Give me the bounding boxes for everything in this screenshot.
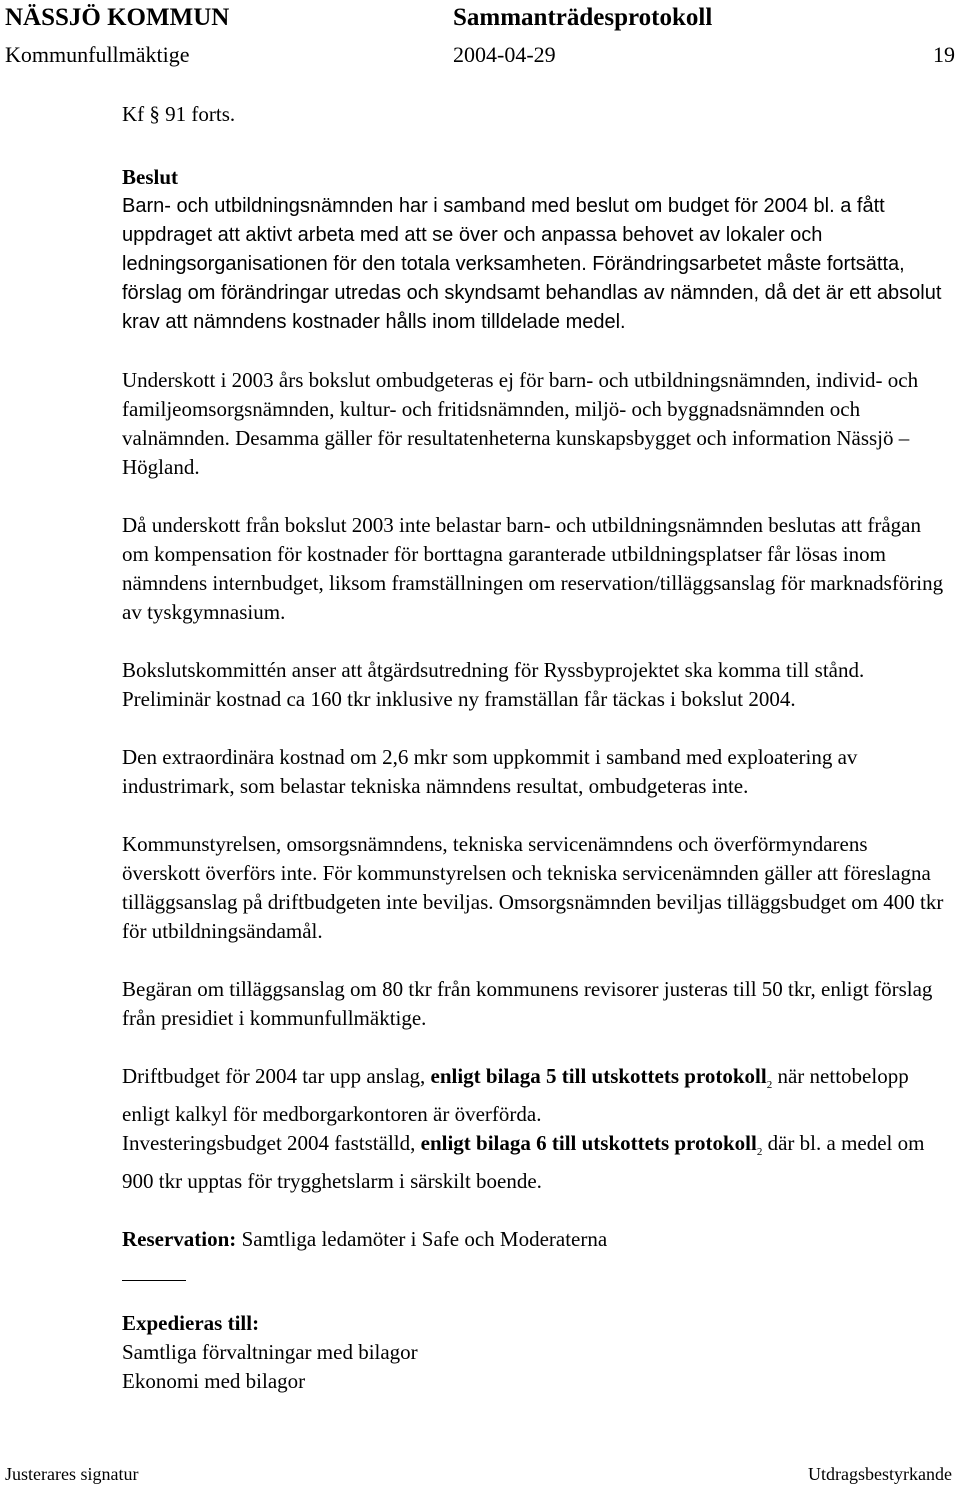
- document-header-row-1: [5, 4, 955, 36]
- footer-justerares-signatur: Justerares signatur: [5, 1464, 139, 1484]
- page-number: 19: [933, 42, 955, 67]
- decision-paragraph-2: Underskott i 2003 års bokslut ombudgeteras ej för barn- och utbildningsnämnden, individ- och familjeomsorgsnämnden, kultur- och fritidsnämnden, miljö- och byggnadsnämnden och valnämnden. Desamma gäller för resultatenheterna kunskapsbygget och information Nässjö – Högland.: [122, 368, 919, 479]
- meeting-body: Kommunfullmäktige: [5, 42, 190, 67]
- decision-paragraph-1: Barn- och utbildningsnämnden har i samband med beslut om budget för 2004 bl. a fått uppdraget att aktivt arbeta med att se över och anpassa behovet av lokaler och ledningsorganisationen för den totala verksamheten. Förändringsarbetet måste fortsätta, förslag om förändringar utredas och skyndsamt behandlas av nämnden, då det är ett absolut krav att nämndens kostnader hålls inom tilldelade medel.: [122, 195, 942, 333]
- investering-text: Investeringsbudget 2004 fastställd,: [122, 1131, 421, 1156]
- expedieras-heading: Expedieras till:: [122, 1311, 260, 1336]
- reservation-text: Samtliga ledamöter i Safe och Moderaterna: [236, 1227, 608, 1252]
- protocol-body: [122, 100, 947, 1396]
- driftbudget-text-end: när nettobelopp enligt kalkyl för medborgarkontoren är överförda.: [122, 1064, 909, 1127]
- separator-line: [122, 1280, 186, 1281]
- section-reference: Kf § 91 forts.: [122, 102, 236, 126]
- footer-utdragsbestyrkande: Utdragsbestyrkande: [808, 1464, 952, 1484]
- investering-text-end: där bl. a medel om 900 tkr upptas för trygghetslarm i särskilt boende.: [122, 1131, 925, 1194]
- decision-paragraph-4: Bokslutskommittén anser att åtgärdsutredning för Ryssbyprojektet ska komma till stånd. Preliminär kostnad ca 160 tkr inklusive ny framställan får täckas i bokslut 2004.: [122, 658, 865, 711]
- driftbudget-text: Driftbudget för 2004 tar upp anslag,: [122, 1064, 431, 1088]
- document-header-row-2: [5, 42, 955, 72]
- decision-paragraph-3: Då underskott från bokslut 2003 inte belastar barn- och utbildningsnämnden beslutas att frågan om kompensation för kostnader för borttagna garanterade utbildningsplatser får lösas inom nämndens internbudget, liksom framställningen om reservation/tilläggsanslag för marknadsföring av tyskgymnasium.: [122, 513, 944, 624]
- expedieras-recipient: Samtliga förvaltningar med bilagor: [122, 1340, 418, 1365]
- reservation-label: Reservation:: [122, 1227, 237, 1252]
- municipality-name: NÄSSJÖ KOMMUN: [5, 4, 230, 31]
- meeting-date: 2004-04-29: [453, 42, 556, 67]
- footnote-marker: 2: [756, 1146, 763, 1159]
- beslut-heading: Beslut: [122, 165, 179, 189]
- decision-paragraph-9: [122, 1129, 947, 1196]
- decision-paragraph-5: Den extraordinära kostnad om 2,6 mkr som uppkommit i samband med exploatering av industrimark, som belastar tekniska nämndens resultat, ombudgeteras inte.: [122, 745, 858, 798]
- decision-paragraph-6: Kommunstyrelsen, omsorgsnämndens, tekniska servicenämndens och överförmyndarens överskott överförs inte. För kommunstyrelsen och tekniska servicenämnden gäller att föreslagna tilläggsanslag på driftbudgeten inte beviljas. Omsorgsnämnden beviljas tilläggsbudget om 400 tkr för utbildningsändamål.: [122, 832, 944, 943]
- document-type: Sammanträdesprotokoll: [453, 4, 713, 31]
- expedieras-recipient: Ekonomi med bilagor: [122, 1369, 306, 1394]
- decision-paragraph-8: [122, 1062, 947, 1129]
- reservation-line: [122, 1225, 947, 1254]
- investering-appendix-ref: enligt bilaga 6 till utskottets protokoll: [420, 1131, 757, 1156]
- footnote-marker: 2: [766, 1079, 773, 1092]
- driftbudget-appendix-ref: enligt bilaga 5 till utskottets protokoll: [430, 1064, 767, 1088]
- decision-paragraph-7: Begäran om tilläggsanslag om 80 tkr från kommunens revisorer justeras till 50 tkr, enligt förslag från presidiet i kommunfullmäktige.: [122, 977, 933, 1030]
